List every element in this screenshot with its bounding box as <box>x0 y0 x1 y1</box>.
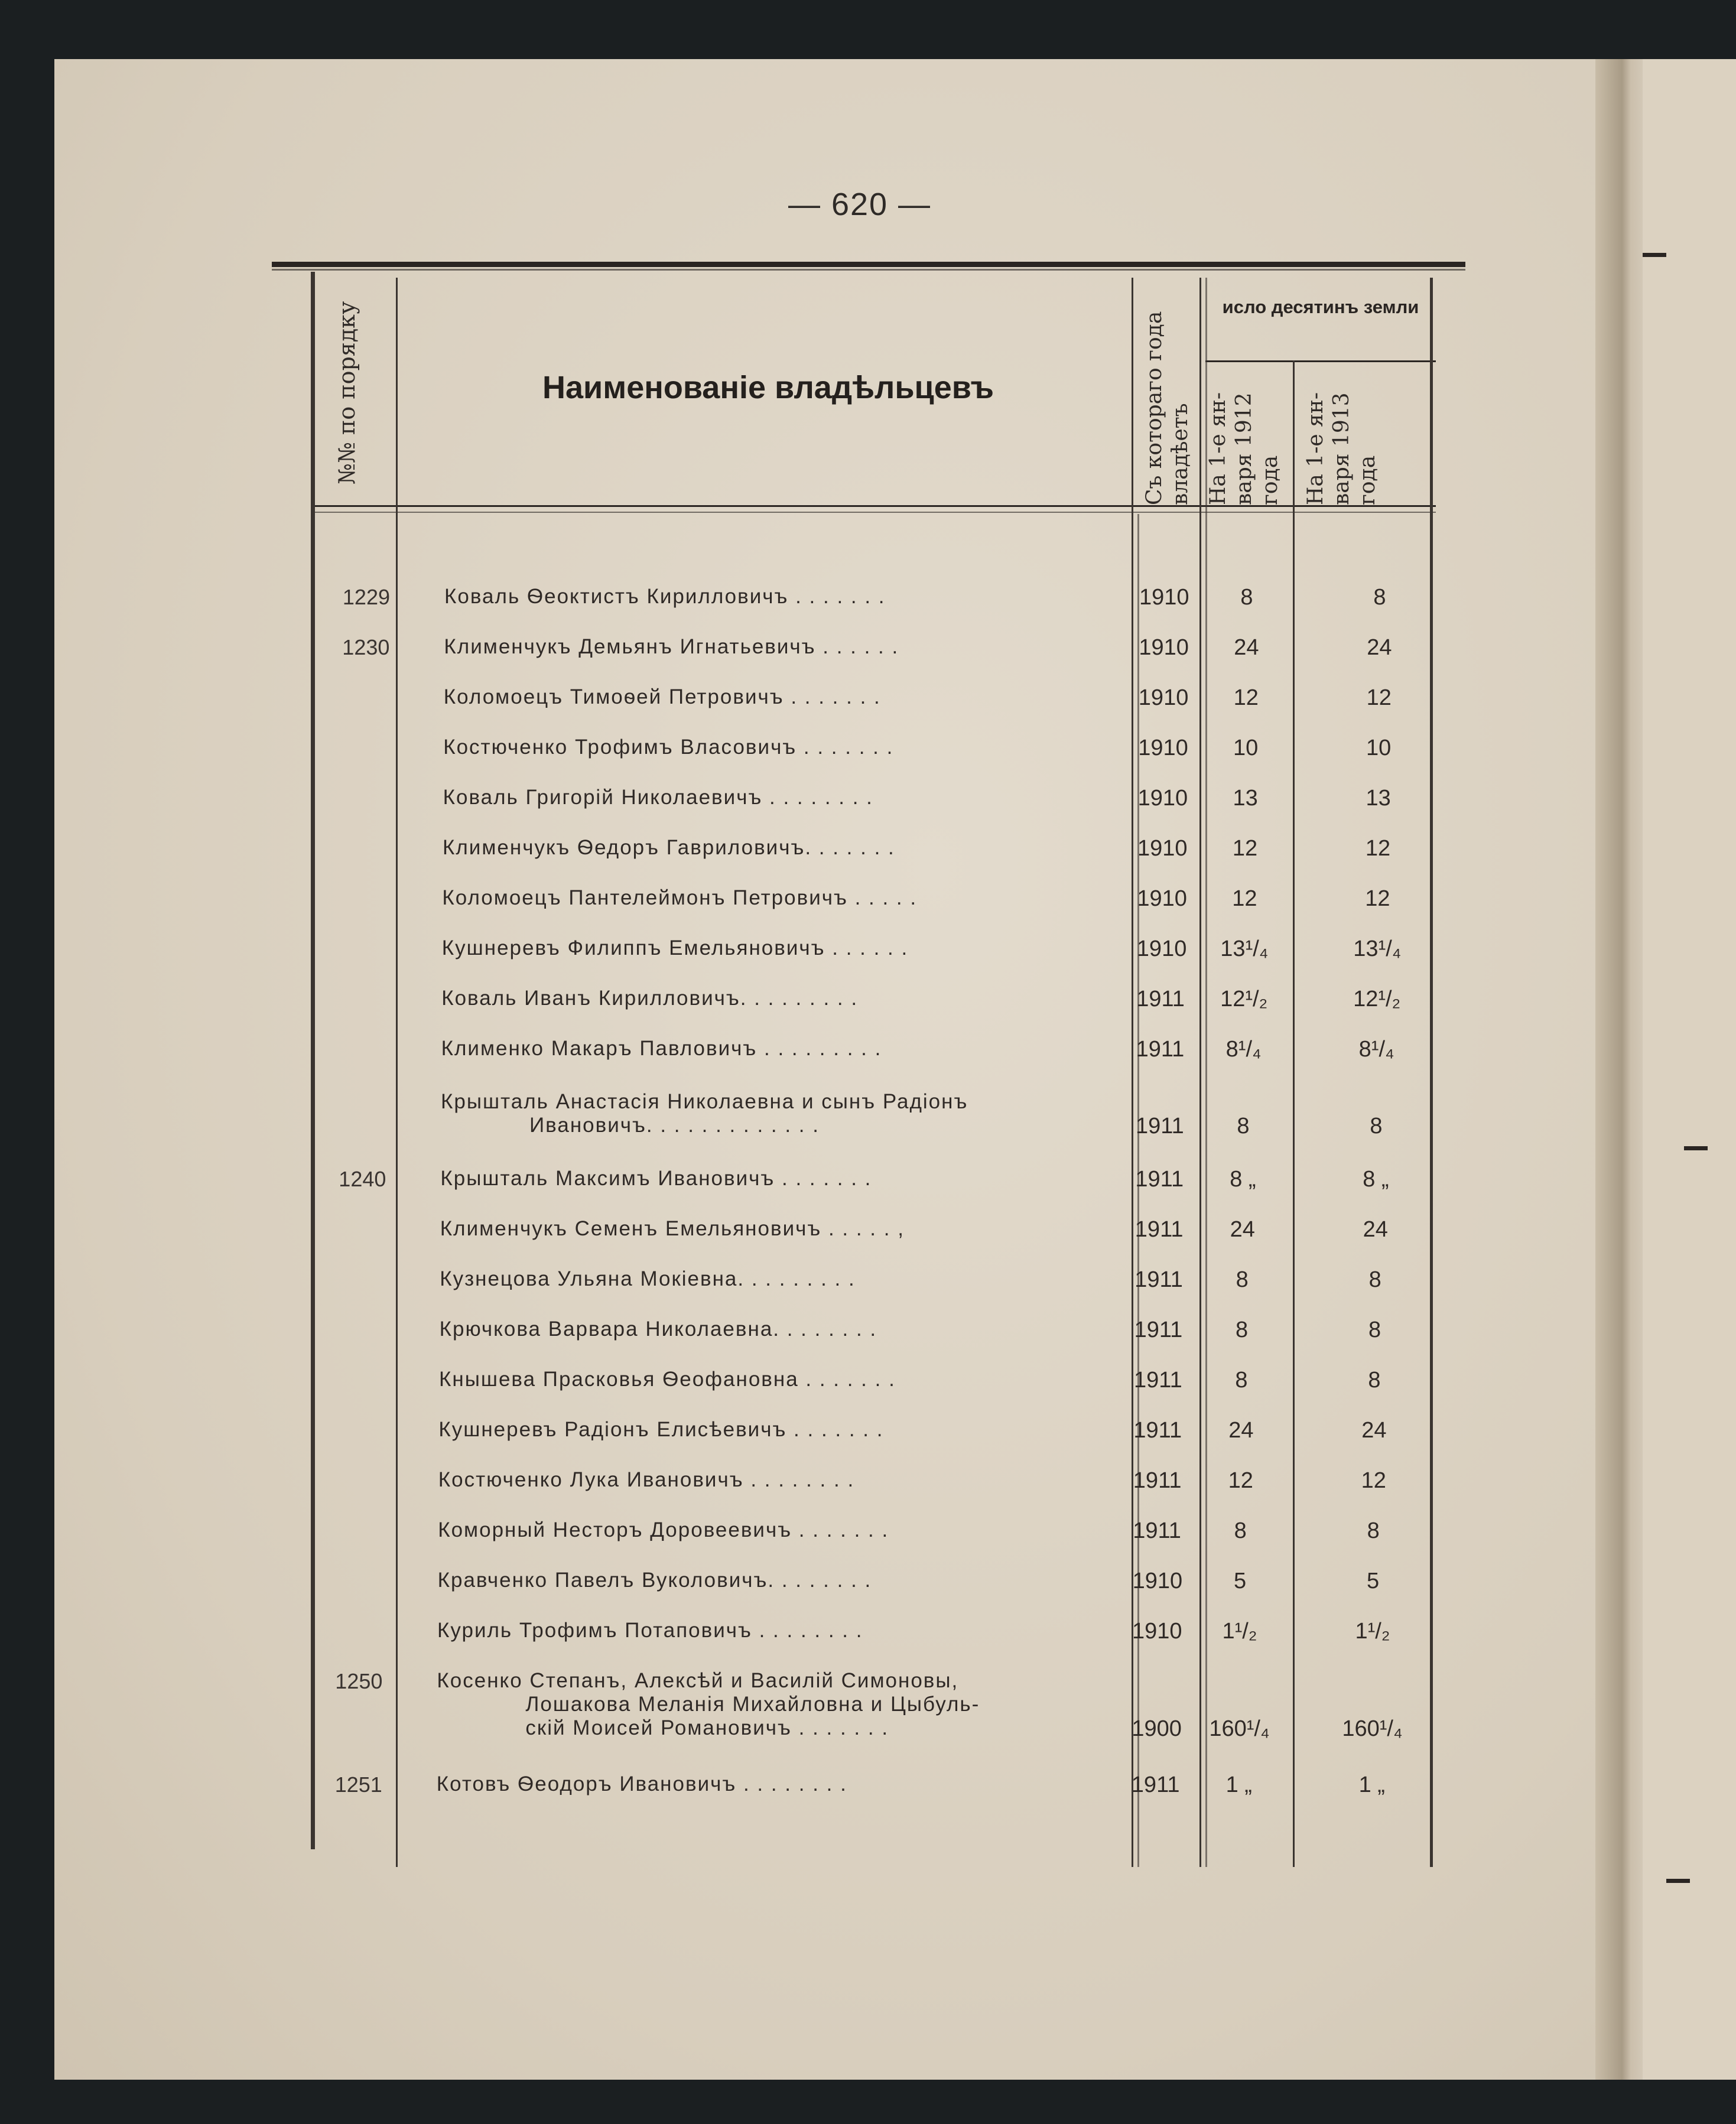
desyatin-1913: 24 <box>1367 635 1392 660</box>
desyatin-1913: 8 <box>1368 1368 1381 1393</box>
desyatin-1912: 8 „ <box>1230 1167 1256 1192</box>
desyatin-1913: 12 <box>1361 1468 1386 1493</box>
owner-name: Крючкова Варвара Николаевна. . . . . . . . <box>439 1318 877 1341</box>
book-page <box>54 59 1653 2080</box>
since-year: 1910 <box>1137 786 1188 811</box>
desyatin-1913: 12¹/₂ <box>1353 987 1401 1011</box>
since-year: 1911 <box>1135 1167 1184 1192</box>
row-number: 1229 <box>342 585 390 609</box>
owner-name: Коломоецъ Тимоѳей Петровичъ . . . . . . . <box>443 685 881 708</box>
desyatin-1912: 8 <box>1240 585 1253 610</box>
owner-name: Костюченко Трофимъ Власовичъ . . . . . . . <box>443 736 894 759</box>
desyatin-1913: 8 <box>1370 1114 1383 1139</box>
since-year: 1910 <box>1132 1569 1183 1593</box>
since-year: 1910 <box>1132 1619 1182 1644</box>
header-bottom-rule-thin <box>313 512 1436 513</box>
owner-name: Клименко Макаръ Павловичъ . . . . . . . . . <box>441 1037 882 1060</box>
owner-name: скій Моисей Романовичъ . . . . . . . <box>525 1716 889 1739</box>
desyatin-1912: 8 <box>1236 1318 1249 1342</box>
owner-name: Костюченко Лука Ивановичъ . . . . . . . . <box>438 1468 855 1491</box>
owner-name: Коваль Григорій Николаевичъ . . . . . . . . <box>443 786 873 809</box>
owner-name: Кнышева Прасковья Ѳеофановна . . . . . . . <box>439 1368 896 1391</box>
desyatin-1912: 24 <box>1234 635 1259 660</box>
desyatin-1913: 8 <box>1368 1267 1381 1292</box>
since-year: 1910 <box>1136 936 1187 961</box>
since-year: 1911 <box>1134 1217 1184 1242</box>
table-top-rule <box>272 262 1465 267</box>
since-year: 1910 <box>1137 836 1188 861</box>
owner-name: Ивановичъ. . . . . . . . . . . . . <box>529 1114 820 1137</box>
since-year: 1911 <box>1134 1318 1183 1342</box>
desyatin-1912: 24 <box>1230 1217 1255 1242</box>
desyatin-1913: 1¹/₂ <box>1355 1619 1390 1644</box>
owner-name: Коморный Несторъ Доровеевичъ . . . . . . . <box>438 1518 889 1541</box>
desyatin-1913: 8 <box>1367 1518 1380 1543</box>
table-right-border <box>1430 278 1433 1867</box>
header-bottom-rule <box>313 505 1436 507</box>
facing-page-mark <box>1643 253 1666 257</box>
owner-name: Крышталь Анастасія Николаевна и сынъ Радіонъ <box>441 1090 968 1113</box>
desyatin-1912: 12 <box>1233 685 1259 710</box>
since-year: 1910 <box>1139 585 1189 610</box>
desyatin-1912: 12 <box>1232 886 1257 911</box>
desyatin-1912: 8 <box>1235 1368 1248 1393</box>
owner-name: Клименчукъ Ѳедоръ Гавриловичъ. . . . . . . <box>443 836 895 859</box>
header-name-col: Наименованіе владѣльцевъ <box>542 370 994 405</box>
desyatin-1913: 8 „ <box>1363 1167 1389 1192</box>
facing-page-mark <box>1666 1879 1690 1883</box>
header-col-1913: На 1-е ян- варя 1913 года <box>1303 392 1380 505</box>
desyatin-1912: 12 <box>1232 836 1258 861</box>
desyatin-1912: 8 <box>1234 1518 1247 1543</box>
header-group: исло десятинъ земли <box>1222 297 1419 317</box>
header-year-col: Съ котораго года владѣетъ <box>1142 311 1192 505</box>
owner-name: Коваль Иванъ Кирилловичъ. . . . . . . . . <box>441 987 859 1010</box>
owner-name: Лошакова Меланія Михайловна и Цыбуль- <box>525 1693 980 1716</box>
col-divider <box>1293 360 1295 1867</box>
owner-name: Клименчукъ Демьянъ Игнатьевичъ . . . . . . <box>444 635 899 658</box>
header-number-col: №№ по порядку <box>334 301 360 484</box>
desyatin-1913: 1 „ <box>1358 1772 1385 1797</box>
since-year: 1910 <box>1138 685 1189 710</box>
owner-name: Кравченко Павелъ Вуколовичъ. . . . . . . . <box>437 1569 872 1592</box>
page-number: — 620 — <box>788 187 932 222</box>
since-year: 1911 <box>1136 1037 1185 1062</box>
header-col-1912: На 1-е ян- варя 1912 года <box>1206 392 1282 505</box>
desyatin-1913: 24 <box>1361 1418 1387 1443</box>
desyatin-1913: 160¹/₄ <box>1342 1716 1403 1741</box>
desyatin-1913: 12 <box>1366 685 1392 710</box>
desyatin-1912: 8 <box>1236 1267 1249 1292</box>
col-divider <box>396 278 398 1867</box>
since-year: 1910 <box>1138 736 1188 760</box>
owner-name: Крышталь Максимъ Ивановичъ . . . . . . . <box>440 1167 872 1190</box>
desyatin-1913: 13¹/₄ <box>1353 936 1402 961</box>
table-left-border <box>311 272 315 1849</box>
since-year: 1911 <box>1133 1518 1181 1543</box>
desyatin-1912: 160¹/₄ <box>1209 1716 1270 1741</box>
desyatin-1913: 8 <box>1373 585 1386 610</box>
owner-name: Коломоецъ Пантелеймонъ Петровичъ . . . . . <box>442 886 918 909</box>
since-year: 1911 <box>1134 1267 1183 1292</box>
row-number: 1250 <box>335 1669 383 1693</box>
since-year: 1911 <box>1134 1368 1182 1393</box>
desyatin-1912: 1 „ <box>1225 1772 1252 1797</box>
owner-name: Кушнеревъ Филиппъ Емельяновичъ . . . . . . <box>441 936 909 959</box>
row-number: 1230 <box>342 635 390 659</box>
desyatin-1913: 10 <box>1366 736 1392 760</box>
facing-page-mark <box>1684 1146 1708 1150</box>
desyatin-1913: 5 <box>1367 1569 1380 1593</box>
owner-name: Кузнецова Ульяна Мокіевна. . . . . . . . . <box>440 1267 856 1290</box>
table-top-rule-thin <box>272 269 1465 271</box>
since-year: 1910 <box>1139 635 1189 660</box>
desyatin-1913: 24 <box>1363 1217 1388 1242</box>
desyatin-1913: 8 <box>1368 1318 1381 1342</box>
desyatin-1912: 1¹/₂ <box>1222 1619 1257 1644</box>
desyatin-1912: 24 <box>1228 1418 1254 1443</box>
desyatin-1912: 12 <box>1228 1468 1253 1493</box>
since-year: 1911 <box>1136 1114 1184 1139</box>
desyatin-1913: 8¹/₄ <box>1358 1037 1394 1062</box>
owner-name: Клименчукъ Семенъ Емельяновичъ . . . . . , <box>440 1217 905 1240</box>
since-year: 1911 <box>1136 987 1185 1011</box>
row-number: 1251 <box>334 1772 382 1797</box>
owner-name: Котовъ Ѳеодоръ Ивановичъ . . . . . . . . <box>436 1772 847 1796</box>
desyatin-1913: 13 <box>1366 786 1391 811</box>
desyatin-1912: 13 <box>1233 786 1258 811</box>
desyatin-1913: 12 <box>1365 886 1390 911</box>
desyatin-1912: 8 <box>1237 1114 1250 1139</box>
since-year: 1911 <box>1131 1772 1180 1797</box>
since-year: 1910 <box>1137 886 1187 911</box>
owner-name: Коваль Ѳеоктистъ Кирилловичъ . . . . . . . <box>444 585 886 608</box>
owner-name: Куриль Трофимъ Потаповичъ . . . . . . . . <box>437 1619 863 1642</box>
since-year: 1911 <box>1133 1418 1182 1443</box>
since-year: 1911 <box>1133 1468 1182 1493</box>
since-year: 1900 <box>1132 1716 1182 1741</box>
desyatin-1912: 12¹/₂ <box>1220 987 1268 1011</box>
facing-page <box>1643 59 1736 2080</box>
desyatin-1912: 13¹/₄ <box>1220 936 1269 961</box>
desyatin-1913: 12 <box>1365 836 1391 861</box>
owner-name: Кушнеревъ Радіонъ Елисѣевичъ . . . . . . . <box>438 1418 884 1441</box>
owner-name: Косенко Степанъ, Алексѣй и Василій Симоновы, <box>437 1669 959 1692</box>
row-number: 1240 <box>339 1167 386 1191</box>
desyatin-1912: 10 <box>1233 736 1259 760</box>
desyatin-1912: 5 <box>1234 1569 1247 1593</box>
desyatin-1912: 8¹/₄ <box>1225 1037 1262 1062</box>
